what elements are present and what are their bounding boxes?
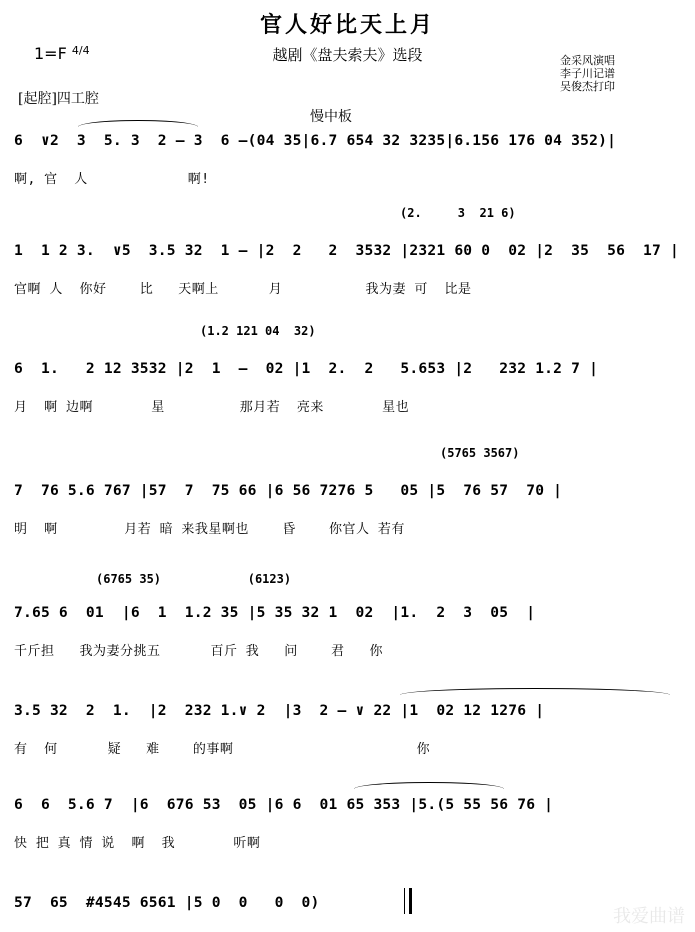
credit-typesetter: 吴俊杰打印 [560,80,615,93]
interlude-notes: (5765 3567) [440,446,520,460]
notation-line: 7 76 5.6 767 |57 7 75 66 |6 56 7276 5 05 |5 76 57 70 | [14,482,563,499]
page-title: 官人好比天上月 [259,12,435,38]
slur [400,688,670,695]
credit-transcriber: 李子川记谱 [560,67,615,80]
slur [78,120,198,127]
interlude-notes: (2. 3 21 6) [400,206,516,220]
interlude-notes: (6765 35) (6123) [96,572,292,586]
credits [560,54,615,93]
lyric-line: 官啊 人 你好 比 天啊上 月 我为妻 可 比是 [14,282,472,297]
key-label: 1=F [34,44,67,63]
watermark: 我爱曲谱 [613,906,685,927]
notation-line: 1 1 2 3. ∨5 3.5 32 1 – |2 2 2 3532 |2321 60 0 02 |2 35 56 17 | [14,242,679,259]
lyric-line: 月 啊 边啊 星 那月若 亮来 星也 [14,400,410,415]
interlude-notes: (1.2 121 04 32) [200,324,316,338]
notation-line: 57 65 #4545 6561 |5 0 0 0 0) [14,894,320,911]
tempo-marking: 慢中板 [310,109,352,125]
notation-line: 6 6 5.6 7 |6 676 53 05 |6 6 01 65 353 |5.(5 55 56 76 | [14,796,554,813]
lyric-line: 有 何 疑 难 的事啊 你 [14,742,431,757]
time-signature: 4/4 [71,44,90,57]
page-subtitle: 越剧《盘夫索夫》选段 [272,46,423,64]
final-barline [404,888,412,914]
credit-singer: 金采风演唱 [560,54,615,67]
key-signature [34,44,90,63]
notation-line: 6 1. 2 12 3532 |2 1 – 02 |1 2. 2 5.653 |2 232 1.2 7 | [14,360,599,377]
notation-line: 3.5 32 2 1. |2 232 1.∨ 2 |3 2 – ∨ 22 |1 02 12 1276 | [14,702,545,719]
lyric-line: 快 把 真 情 说 啊 我 听啊 [14,836,261,851]
notation-line: 6 ∨2 3 5. 3 2 – 3 6 –(04 35|6.7 654 32 3235|6.156 176 04 352)| [14,132,617,149]
slur [354,782,504,789]
lyric-line: 啊, 官 人 啊! [14,172,210,187]
section-label: [起腔]四工腔 [18,91,99,107]
lyric-line: 千斤担 我为妻分挑五 百斤 我 问 君 你 [14,644,384,659]
notation-line: 7.65 6 01 |6 1 1.2 35 |5 35 32 1 02 |1. 2 3 05 | [14,604,536,621]
lyric-line: 明 啊 月若 暗 来我星啊也 昏 你官人 若有 [14,522,405,537]
